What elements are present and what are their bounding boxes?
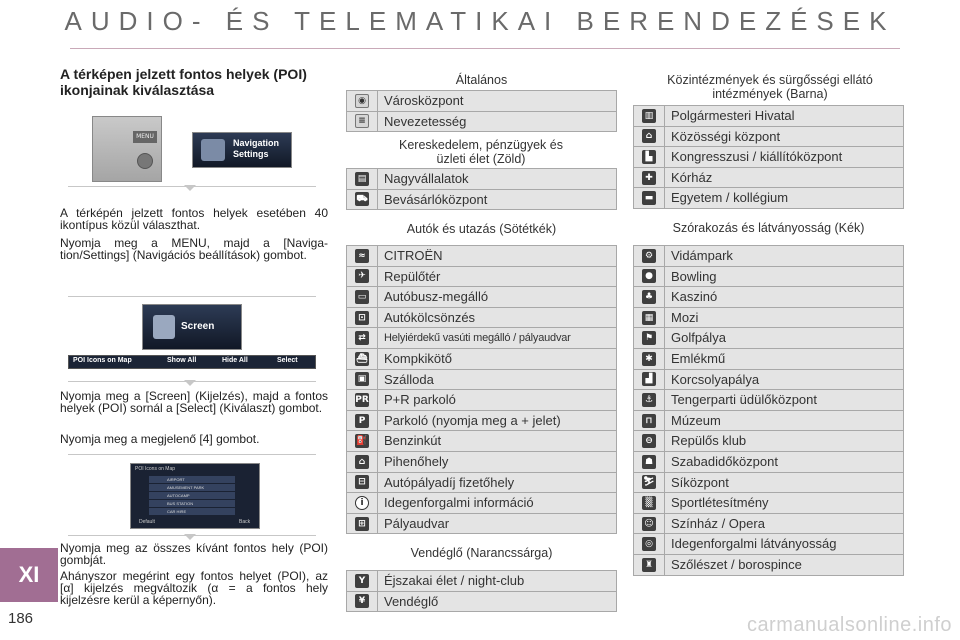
poi-icon-cell (634, 411, 665, 431)
category-heading-public: Közintézmények és sürgősségi ellátó intézmények (Barna) (667, 73, 873, 101)
poi-label: Pihenőhely (384, 453, 449, 469)
poi-label: Színház / Opera (671, 515, 765, 531)
poi-row (347, 431, 616, 452)
poi-label: Kompkikötő (384, 350, 452, 366)
screen-icon (153, 315, 175, 339)
poi-row (634, 473, 903, 494)
paragraph-menu: Nyomja meg a MENU, majd a [Naviga-tion/Settings] (Navigációs beállítások) gombot. (60, 236, 328, 262)
poi-row (634, 147, 903, 168)
poi-icon-cell (634, 106, 665, 126)
poi-icon-cell (634, 473, 665, 493)
poi-icon-cell (634, 452, 665, 472)
section-title: A térképen jelzett fontos helyek (POI) ikonjainak kiválasztása (60, 66, 307, 98)
poi-icon-cell (634, 534, 665, 554)
poi-row (634, 127, 903, 148)
poi-label: Egyetem / kollégium (671, 190, 789, 206)
navigation-settings-screenshot (192, 132, 292, 168)
poi-list-screenshot (130, 463, 260, 529)
poi-label: Pályaudvar (384, 515, 450, 531)
poi-icon-cell (634, 349, 665, 369)
poi-label: Kaszinó (671, 289, 718, 305)
table-entertainment (633, 245, 904, 576)
poi-list-title: POI Icons on Map (135, 466, 176, 472)
community-center-icon: ⌂ (642, 129, 656, 143)
table-public (633, 105, 904, 209)
category-heading-general: Általános (455, 73, 508, 87)
poi-list-row: CAR HIRE (149, 508, 235, 515)
poi-label: Szabadidőközpont (671, 453, 778, 469)
restaurant-icon: ¥ (355, 594, 369, 608)
poi-label: Repülőtér (384, 268, 441, 284)
place-name-icon: ≡ (355, 114, 369, 128)
museum-icon: ⊓ (642, 414, 656, 428)
poi-icon-cell (347, 571, 378, 591)
poi-label: Múzeum (671, 412, 721, 428)
poi-row (347, 473, 616, 494)
navigation-settings-icon (201, 139, 225, 161)
airport-icon: ✈ (355, 269, 369, 283)
recreation-center-icon: ☗ (642, 455, 656, 469)
poi-icon-cell (347, 267, 378, 287)
shopping-cart-icon: ⛟ (356, 194, 368, 205)
poi-icon-cell (347, 370, 378, 390)
university-icon: ▬ (642, 191, 656, 205)
city-center-icon: ◉ (355, 94, 369, 108)
navigation-settings-label: Navigation Settings (233, 138, 280, 159)
poi-icon-cell (634, 127, 665, 147)
category-heading-restaurant: Vendéglő (Narancssárga) (410, 546, 553, 560)
divider (68, 381, 316, 382)
poi-label: Bevásárlóközpont (384, 191, 488, 207)
poi-label: Idegenforgalmi látványosság (671, 536, 837, 552)
poi-icon-cell (634, 514, 665, 534)
poi-label: Golfpálya (671, 330, 726, 346)
poi-icon-cell (347, 308, 378, 328)
poi-list-row: BUS STATION (149, 500, 235, 507)
poi-list-row: AMUSEMENT PARK (149, 484, 235, 491)
poi-icon-cell (634, 147, 665, 167)
bowling-icon: ● (642, 269, 656, 283)
tourist-attraction-icon: ◎ (642, 537, 656, 551)
parking-icon: P (355, 414, 369, 428)
poi-row (634, 493, 903, 514)
winery-icon: ♜ (642, 558, 656, 572)
paragraph-screen: Nyomja meg a [Screen] (Kijelzés), majd a fontos helyek (POI) sornál a [Select] (Kiválaszt) gombot. (60, 389, 328, 415)
poi-label: Kongresszusi / kiállítóközpont (671, 149, 843, 165)
chapter-tab: XI (0, 548, 58, 602)
poi-row (634, 188, 903, 209)
poi-row (347, 493, 616, 514)
poi-label: CITROËN (384, 248, 443, 263)
poi-icon-cell (347, 287, 378, 307)
city-hall-icon: ▥ (642, 109, 656, 123)
poi-icon-cell (634, 431, 665, 451)
poi-label: Városközpont (384, 93, 464, 108)
category-heading-entertainment: Szórakozás és látványosság (Kék) (672, 221, 865, 235)
monument-icon: ✱ (642, 352, 656, 366)
menu-button-screenshot (92, 116, 162, 182)
bus-icon: ▭ (355, 290, 369, 304)
poi-row (634, 287, 903, 308)
poi-row (347, 287, 616, 308)
poi-list-row: AIRPORT (149, 476, 235, 483)
poi-icon-cell (634, 287, 665, 307)
divider (68, 454, 316, 455)
page-number: 186 (8, 610, 34, 627)
poi-row (347, 571, 616, 592)
poi-label: Parkoló (nyomja meg a + jelet) (384, 412, 561, 428)
poi-label: P+R parkoló (384, 392, 456, 408)
poi-label: Helyiérdekű vasúti megálló / pályaudvar (384, 332, 571, 345)
poi-icon-cell (634, 370, 665, 390)
ferry-icon: ⛴ (356, 353, 368, 364)
poi-row (634, 534, 903, 555)
flying-club-icon: ⊖ (642, 434, 656, 448)
poi-icon-cell (347, 473, 378, 493)
header-rule (70, 48, 900, 49)
table-cars-travel (346, 245, 617, 534)
poi-label: Szálloda (384, 371, 434, 387)
tourist-info-icon: i (355, 496, 369, 510)
divider (68, 535, 316, 536)
poi-row (634, 246, 903, 267)
poi-list-back: Back (239, 519, 251, 525)
poi-row (634, 328, 903, 349)
poi-icon-cell (347, 190, 378, 210)
poi-row (634, 411, 903, 432)
poi-label: Mozi (671, 309, 699, 325)
cinema-icon: ▦ (642, 311, 656, 325)
poi-label: Idegenforgalmi információ (384, 495, 534, 511)
poi-icon-cell (347, 514, 378, 534)
paragraph-button-4: Nyomja meg a megjelenő [4] gombot. (60, 432, 260, 446)
poi-icon-cell (347, 349, 378, 369)
park-and-ride-icon: PR (355, 394, 369, 405)
poi-row (347, 169, 616, 190)
car-rental-icon: ⊡ (355, 311, 369, 325)
poi-row (634, 390, 903, 411)
casino-icon: ♣ (642, 290, 656, 304)
poi-icon-cell (347, 493, 378, 513)
poi-label: Autókölcsönzés (384, 309, 476, 325)
poi-label: Síközpont (671, 474, 729, 490)
poi-row (347, 452, 616, 473)
poi-bar-screenshot (68, 355, 316, 369)
poi-icon-cell (347, 91, 378, 111)
poi-icon-cell (347, 112, 378, 132)
poi-label: Vendéglő (384, 593, 439, 609)
poi-show-all: Show All (167, 357, 197, 364)
poi-label: Autóbusz-megálló (384, 289, 489, 305)
poi-label: Polgármesteri Hivatal (671, 108, 795, 123)
poi-row (634, 452, 903, 473)
marina-icon: ⚓ (642, 393, 656, 407)
poi-icon-cell (347, 328, 378, 348)
ski-resort-icon: ⛷ (643, 477, 655, 488)
poi-icon-cell (634, 328, 665, 348)
poi-row (347, 328, 616, 349)
poi-row (347, 91, 616, 112)
bus-station-icon: ⇄ (355, 331, 369, 345)
poi-icon-cell (634, 267, 665, 287)
knob-icon (137, 153, 153, 169)
table-general (346, 90, 617, 132)
poi-icon-cell (634, 246, 665, 266)
poi-row (634, 106, 903, 127)
poi-row (347, 390, 616, 411)
screen-label: Screen (181, 321, 215, 332)
poi-row (347, 349, 616, 370)
golf-icon: ⚑ (642, 331, 656, 345)
poi-list-row: AUTOCAMP (149, 492, 235, 499)
nightlife-icon: Y (355, 574, 369, 588)
paragraph-intro: A térképén jelzett fontos helyek esetében 40 ikontípus közül választhat. (60, 206, 328, 232)
poi-icon-cell (347, 169, 378, 189)
toll-icon: ⊟ (355, 475, 369, 489)
poi-row (634, 370, 903, 391)
poi-list-default: Default (139, 519, 155, 525)
hospital-icon: ✚ (642, 171, 656, 185)
poi-label: Tengerparti üdülőközpont (671, 392, 817, 408)
sports-center-icon: ▒ (642, 496, 656, 510)
poi-row (347, 514, 616, 535)
divider (68, 186, 316, 187)
category-heading-cars-travel: Autók és utazás (Sötétkék) (406, 222, 557, 236)
poi-icon-cell (347, 390, 378, 410)
company-icon: ▤ (355, 172, 369, 186)
paragraph-toggle: Ahányszor megérint egy fontos helyet (POI), az [α] kijelzés megváltozik (α = a fontos hely kijelzésre kerül a képernyőn). (60, 569, 328, 607)
poi-row (634, 308, 903, 329)
theatre-icon: ☺ (642, 517, 656, 531)
page-header: AUDIO- ÉS TELEMATIKAI BERENDEZÉSEK (64, 6, 896, 36)
poi-hide-all: Hide All (222, 357, 248, 364)
amusement-park-icon: ⚙ (642, 249, 656, 263)
category-heading-commerce: Kereskedelem, pénzügyek és üzleti élet (Zöld) (399, 138, 563, 166)
poi-icon-cell (634, 188, 665, 208)
poi-label: Kórház (671, 169, 713, 185)
poi-icon-cell (347, 592, 378, 612)
poi-label: Nevezetesség (384, 113, 467, 129)
poi-select: Select (277, 357, 298, 364)
rest-area-icon: ⌂ (355, 455, 369, 469)
poi-bar-title: POI Icons on Map (73, 357, 132, 364)
poi-label: Benzinkút (384, 433, 442, 449)
poi-row (634, 168, 903, 189)
poi-label: Éjszakai élet / night-club (384, 573, 525, 588)
poi-label: Emlékmű (671, 350, 726, 366)
poi-row (634, 431, 903, 452)
poi-label: Bowling (671, 268, 717, 284)
poi-icon-cell (634, 555, 665, 575)
poi-icon-cell (347, 246, 378, 266)
poi-row (347, 308, 616, 329)
table-commerce (346, 168, 617, 210)
poi-row (347, 190, 616, 211)
poi-icon-cell (634, 308, 665, 328)
poi-icon-cell (347, 452, 378, 472)
railway-station-icon: ⊞ (355, 517, 369, 531)
poi-label: Vidámpark (671, 248, 733, 263)
poi-row (347, 592, 616, 613)
poi-label: Nagyvállalatok (384, 171, 469, 186)
poi-row (634, 349, 903, 370)
poi-row (634, 514, 903, 535)
screen-button-screenshot (142, 304, 242, 350)
menu-button-label: MENU (133, 131, 157, 143)
poi-icon-cell (634, 168, 665, 188)
poi-icon-cell (634, 390, 665, 410)
poi-icon-cell (347, 431, 378, 451)
poi-row (347, 112, 616, 133)
paragraph-press-all: Nyomja meg az összes kívánt fontos hely (POI) gombját. (60, 541, 328, 567)
poi-row (347, 411, 616, 432)
ice-rink-icon: ▟ (642, 372, 656, 386)
poi-label: Közösségi központ (671, 128, 781, 144)
poi-row (634, 555, 903, 576)
poi-label: Korcsolyapálya (671, 371, 760, 387)
divider (68, 296, 316, 297)
poi-label: Szőlészet / borospince (671, 556, 802, 572)
poi-icon-cell (634, 493, 665, 513)
hotel-icon: ▣ (355, 372, 369, 386)
poi-row (347, 246, 616, 267)
watermark: carmanualsonline.info (746, 614, 952, 636)
poi-label: Sportlétesítmény (671, 495, 769, 511)
poi-row (347, 370, 616, 391)
congress-center-icon: ▙ (642, 150, 656, 164)
fuel-station-icon: ⛽ (356, 436, 368, 447)
citroen-icon: ≈ (355, 249, 369, 263)
poi-icon-cell (347, 411, 378, 431)
poi-row (634, 267, 903, 288)
poi-label: Repülős klub (671, 433, 747, 449)
poi-row (347, 267, 616, 288)
poi-label: Autópályadíj fizetőhely (384, 474, 515, 490)
table-restaurant (346, 570, 617, 612)
